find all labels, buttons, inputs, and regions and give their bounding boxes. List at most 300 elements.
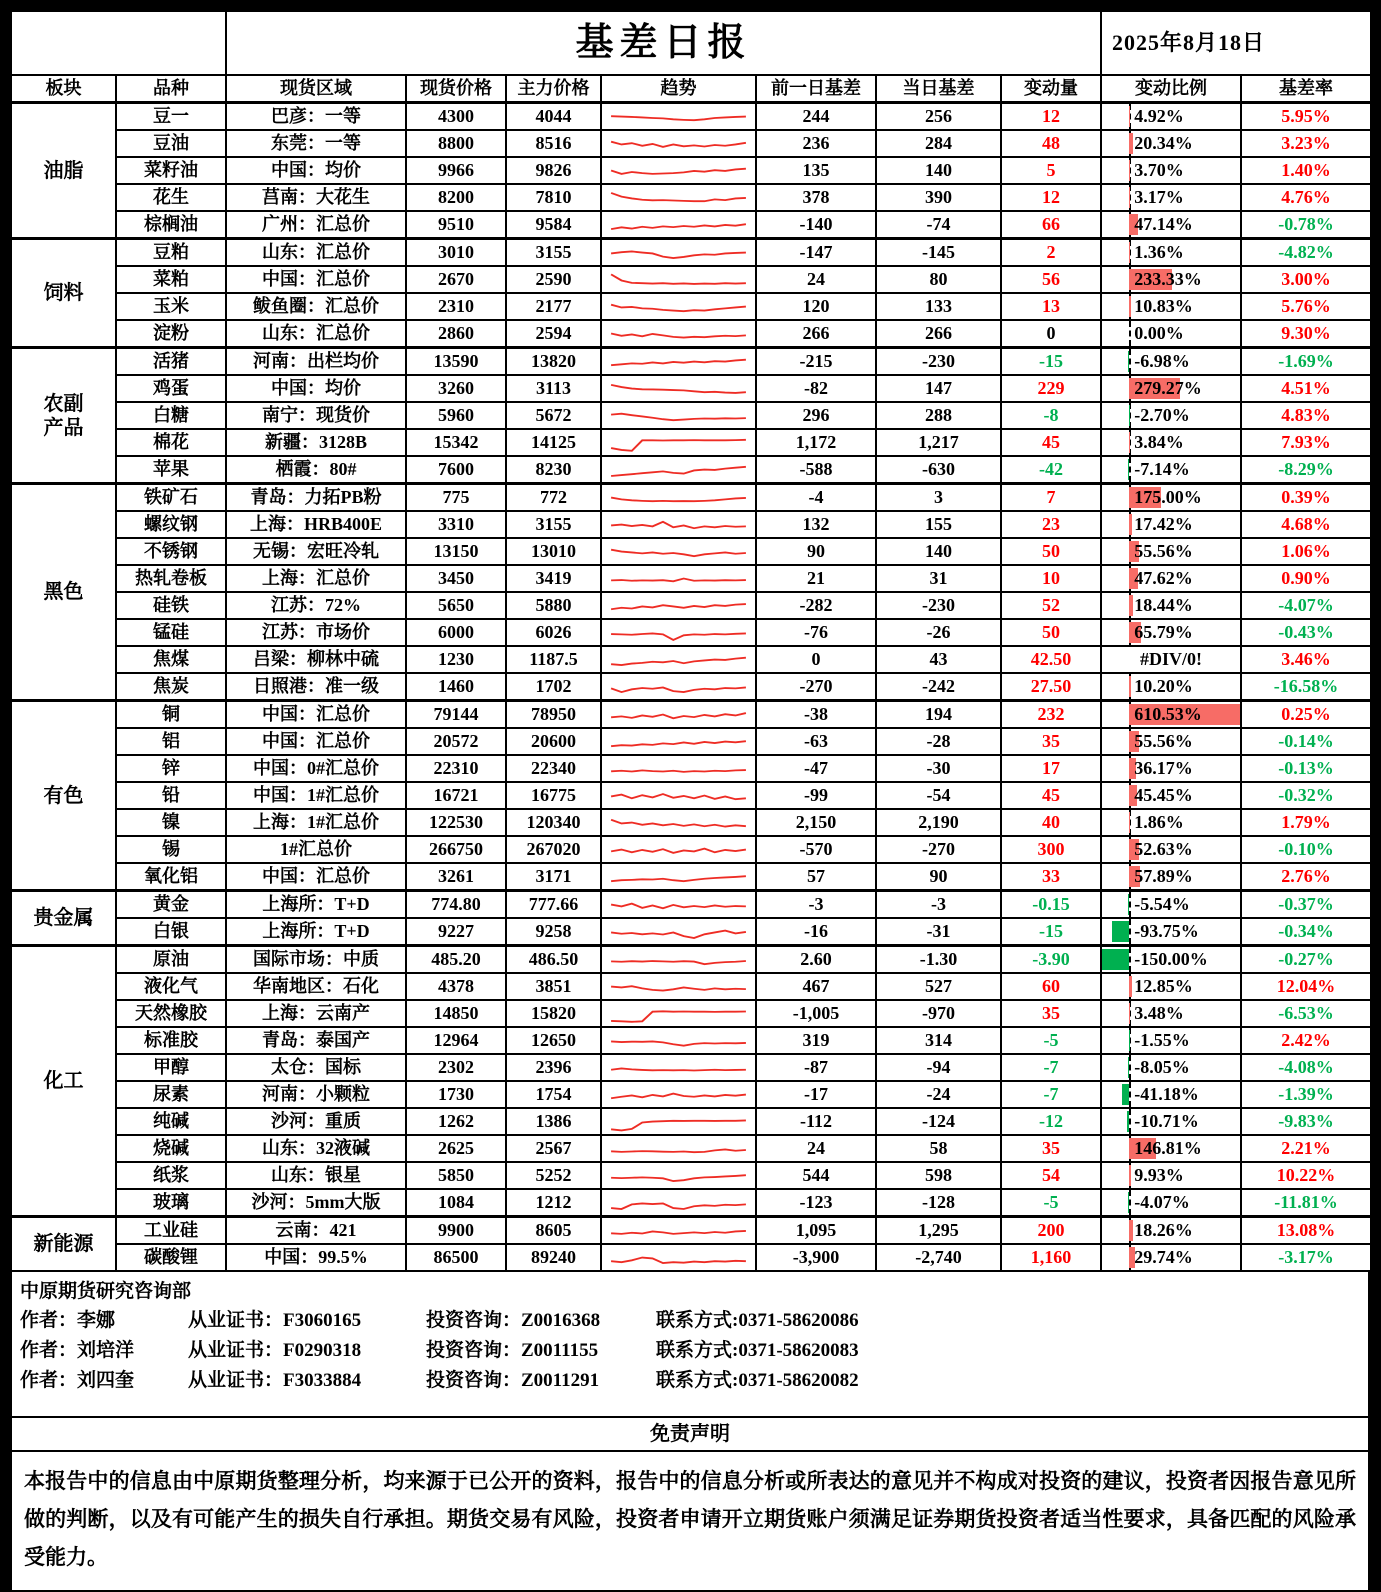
ratio-text: 12.85% xyxy=(1134,974,1193,999)
region-cell: 江苏：72% xyxy=(226,592,406,619)
main-price-cell: 1212 xyxy=(506,1189,601,1217)
change-ratio-cell xyxy=(1101,348,1241,376)
ratio-text: 65.79% xyxy=(1134,620,1193,645)
change-cell: 232 xyxy=(1001,701,1101,729)
column-header: 趋势 xyxy=(601,75,756,103)
change-ratio-cell xyxy=(1101,293,1241,320)
sector-cell: 有色 xyxy=(11,701,116,891)
sparkline-chart xyxy=(607,132,750,156)
databar-wrap xyxy=(1102,104,1240,129)
day-basis-cell: -970 xyxy=(876,1000,1001,1027)
ratio-text: 10.83% xyxy=(1134,294,1193,319)
day-basis-cell: 3 xyxy=(876,484,1001,512)
trend-cell xyxy=(601,592,756,619)
table-row xyxy=(11,1000,1371,1027)
basis-rate-cell: 4.76% xyxy=(1241,184,1371,211)
variety-cell: 铝 xyxy=(116,728,226,755)
sparkline-chart xyxy=(607,838,750,862)
prev-basis-cell: 135 xyxy=(756,157,876,184)
databar-axis xyxy=(1129,1109,1131,1134)
variety-cell: 活猪 xyxy=(116,348,226,376)
trend-cell xyxy=(601,1162,756,1189)
spot-price-cell: 13590 xyxy=(406,348,506,376)
report-date: 2025年8月18日 xyxy=(1101,11,1371,75)
prev-basis-cell: -87 xyxy=(756,1054,876,1081)
sparkline-chart xyxy=(607,268,750,292)
databar-wrap xyxy=(1102,430,1240,455)
sparkline-chart xyxy=(607,486,750,510)
main-price-cell: 3851 xyxy=(506,973,601,1000)
trend-cell xyxy=(601,619,756,646)
variety-cell: 螺纹钢 xyxy=(116,511,226,538)
variety-cell: 焦炭 xyxy=(116,673,226,701)
prev-basis-cell: -270 xyxy=(756,673,876,701)
change-cell: 35 xyxy=(1001,728,1101,755)
sparkline-chart xyxy=(607,1083,750,1107)
spot-price-cell: 3310 xyxy=(406,511,506,538)
region-cell: 东莞：一等 xyxy=(226,130,406,157)
change-cell: 42.50 xyxy=(1001,646,1101,673)
change-cell: -5 xyxy=(1001,1027,1101,1054)
databar-axis xyxy=(1129,457,1131,482)
trend-cell xyxy=(601,755,756,782)
sparkline-chart xyxy=(607,159,750,183)
prev-basis-cell: 296 xyxy=(756,402,876,429)
region-cell: 中国：汇总价 xyxy=(226,701,406,729)
sparkline-chart xyxy=(607,431,750,455)
prev-basis-cell: 132 xyxy=(756,511,876,538)
table-row xyxy=(11,456,1371,484)
main-price-cell: 5880 xyxy=(506,592,601,619)
main-price-cell: 22340 xyxy=(506,755,601,782)
databar-wrap xyxy=(1102,702,1240,727)
databar-negative xyxy=(1128,1057,1129,1078)
main-price-cell: 4044 xyxy=(506,103,601,131)
variety-cell: 淀粉 xyxy=(116,320,226,348)
ratio-error-text: #DIV/0! xyxy=(1140,649,1202,669)
table-row xyxy=(11,1189,1371,1217)
change-ratio-cell xyxy=(1101,484,1241,512)
table-row xyxy=(11,130,1371,157)
sparkline-chart xyxy=(607,784,750,808)
change-cell: 23 xyxy=(1001,511,1101,538)
change-cell: 45 xyxy=(1001,782,1101,809)
ratio-text: -8.05% xyxy=(1134,1055,1190,1080)
prev-basis-cell: 319 xyxy=(756,1027,876,1054)
basis-rate-cell: 1.79% xyxy=(1241,809,1371,836)
variety-cell: 锰硅 xyxy=(116,619,226,646)
day-basis-cell: 133 xyxy=(876,293,1001,320)
databar-positive xyxy=(1129,595,1132,616)
change-ratio-cell xyxy=(1101,266,1241,293)
author-contact: 联系方式:0371-58620086 xyxy=(656,1306,859,1336)
prev-basis-cell: 57 xyxy=(756,863,876,891)
main-price-cell: 8230 xyxy=(506,456,601,484)
region-cell: 中国：汇总价 xyxy=(226,728,406,755)
variety-cell: 镍 xyxy=(116,809,226,836)
change-ratio-cell xyxy=(1101,918,1241,946)
basis-rate-cell: 0.39% xyxy=(1241,484,1371,512)
variety-cell: 天然橡胶 xyxy=(116,1000,226,1027)
spot-price-cell: 2625 xyxy=(406,1135,506,1162)
authors-block xyxy=(20,1306,1368,1396)
sparkline-chart xyxy=(607,621,750,645)
main-price-cell: 1754 xyxy=(506,1081,601,1108)
main-price-cell: 2396 xyxy=(506,1054,601,1081)
variety-cell: 花生 xyxy=(116,184,226,211)
day-basis-cell: 58 xyxy=(876,1135,1001,1162)
region-cell: 中国：1#汇总价 xyxy=(226,782,406,809)
variety-cell: 烧碱 xyxy=(116,1135,226,1162)
table-row xyxy=(11,348,1371,376)
trend-cell xyxy=(601,1217,756,1245)
spot-price-cell: 2860 xyxy=(406,320,506,348)
prev-basis-cell: -47 xyxy=(756,755,876,782)
report-sheet xyxy=(10,10,1370,1592)
change-ratio-cell xyxy=(1101,592,1241,619)
trend-cell xyxy=(601,1244,756,1271)
basis-rate-cell: -0.32% xyxy=(1241,782,1371,809)
databar-wrap xyxy=(1102,1001,1240,1026)
prev-basis-cell: 244 xyxy=(756,103,876,131)
sparkline-chart xyxy=(607,1002,750,1026)
day-basis-cell: -26 xyxy=(876,619,1001,646)
trend-cell xyxy=(601,184,756,211)
day-basis-cell: -28 xyxy=(876,728,1001,755)
main-price-cell: 3171 xyxy=(506,863,601,891)
title-row xyxy=(11,11,1371,75)
change-cell: -42 xyxy=(1001,456,1101,484)
day-basis-cell: -74 xyxy=(876,211,1001,239)
sparkline-chart xyxy=(607,703,750,727)
spot-price-cell: 122530 xyxy=(406,809,506,836)
table-row xyxy=(11,565,1371,592)
region-cell: 吕梁：柳林中硫 xyxy=(226,646,406,673)
prev-basis-cell: 24 xyxy=(756,1135,876,1162)
databar-wrap xyxy=(1102,403,1240,428)
change-cell: 52 xyxy=(1001,592,1101,619)
trend-cell xyxy=(601,157,756,184)
variety-cell: 甲醇 xyxy=(116,1054,226,1081)
basis-rate-cell: -4.08% xyxy=(1241,1054,1371,1081)
sparkline-chart xyxy=(607,404,750,428)
day-basis-cell: 147 xyxy=(876,375,1001,402)
change-ratio-cell xyxy=(1101,619,1241,646)
change-cell: 0 xyxy=(1001,320,1101,348)
table-row xyxy=(11,782,1371,809)
change-ratio-cell xyxy=(1101,836,1241,863)
region-cell: 莒南：大花生 xyxy=(226,184,406,211)
main-price-cell: 20600 xyxy=(506,728,601,755)
region-cell: 沙河：5mm大版 xyxy=(226,1189,406,1217)
trend-cell xyxy=(601,511,756,538)
variety-cell: 白糖 xyxy=(116,402,226,429)
change-ratio-cell xyxy=(1101,1244,1241,1271)
prev-basis-cell: -99 xyxy=(756,782,876,809)
day-basis-cell: -242 xyxy=(876,673,1001,701)
spot-price-cell: 5960 xyxy=(406,402,506,429)
change-cell: -15 xyxy=(1001,348,1101,376)
change-ratio-cell xyxy=(1101,402,1241,429)
basis-table xyxy=(10,10,1372,1272)
change-ratio-cell xyxy=(1101,239,1241,267)
main-price-cell: 9258 xyxy=(506,918,601,946)
region-cell: 上海：云南产 xyxy=(226,1000,406,1027)
prev-basis-cell: 236 xyxy=(756,130,876,157)
change-cell: 54 xyxy=(1001,1162,1101,1189)
change-ratio-cell xyxy=(1101,673,1241,701)
ratio-text: -4.07% xyxy=(1134,1190,1190,1215)
prev-basis-cell: 266 xyxy=(756,320,876,348)
spot-price-cell: 485.20 xyxy=(406,946,506,974)
trend-cell xyxy=(601,946,756,974)
databar-wrap xyxy=(1102,321,1240,346)
spot-price-cell: 3260 xyxy=(406,375,506,402)
region-cell: 江苏：市场价 xyxy=(226,619,406,646)
change-ratio-cell xyxy=(1101,755,1241,782)
basis-rate-cell: 4.51% xyxy=(1241,375,1371,402)
day-basis-cell: -2,740 xyxy=(876,1244,1001,1271)
ratio-text: 29.74% xyxy=(1134,1245,1193,1270)
day-basis-cell: 43 xyxy=(876,646,1001,673)
sparkline-chart xyxy=(607,1246,750,1270)
main-price-cell: 267020 xyxy=(506,836,601,863)
table-row xyxy=(11,239,1371,267)
spot-price-cell: 9900 xyxy=(406,1217,506,1245)
main-price-cell: 14125 xyxy=(506,429,601,456)
table-row xyxy=(11,1162,1371,1189)
region-cell: 广州：汇总价 xyxy=(226,211,406,239)
region-cell: 无锡：宏旺冷轧 xyxy=(226,538,406,565)
day-basis-cell: 1,217 xyxy=(876,429,1001,456)
change-cell: -8 xyxy=(1001,402,1101,429)
databar-wrap xyxy=(1102,729,1240,754)
region-cell: 河南：出栏均价 xyxy=(226,348,406,376)
ratio-text: 4.92% xyxy=(1134,104,1184,129)
table-row xyxy=(11,157,1371,184)
ratio-text: 279.27% xyxy=(1134,376,1202,401)
sparkline-chart xyxy=(607,186,750,210)
databar-axis xyxy=(1129,947,1131,972)
table-row xyxy=(11,1217,1371,1245)
change-ratio-cell xyxy=(1101,1135,1241,1162)
ratio-text: 610.53% xyxy=(1134,702,1202,727)
main-price-cell: 3155 xyxy=(506,239,601,267)
change-ratio-cell xyxy=(1101,320,1241,348)
databar-axis xyxy=(1129,892,1131,917)
ratio-text: 18.44% xyxy=(1134,593,1193,618)
basis-rate-cell: 2.21% xyxy=(1241,1135,1371,1162)
sparkline-chart xyxy=(607,1110,750,1134)
trend-cell xyxy=(601,266,756,293)
day-basis-cell: 527 xyxy=(876,973,1001,1000)
main-price-cell: 120340 xyxy=(506,809,601,836)
variety-cell: 原油 xyxy=(116,946,226,974)
column-header: 主力价格 xyxy=(506,75,601,103)
main-price-cell: 8605 xyxy=(506,1217,601,1245)
change-ratio-cell xyxy=(1101,1027,1241,1054)
spot-price-cell: 4300 xyxy=(406,103,506,131)
basis-rate-cell: -6.53% xyxy=(1241,1000,1371,1027)
basis-rate-cell: -0.78% xyxy=(1241,211,1371,239)
author-advisor: 投资咨询：Z0011291 xyxy=(426,1366,656,1396)
day-basis-cell: -54 xyxy=(876,782,1001,809)
main-price-cell: 3419 xyxy=(506,565,601,592)
prev-basis-cell: -82 xyxy=(756,375,876,402)
department-name: 中原期货研究咨询部 xyxy=(20,1278,1368,1306)
spot-price-cell: 16721 xyxy=(406,782,506,809)
sparkline-chart xyxy=(607,350,750,374)
ratio-text: 3.48% xyxy=(1134,1001,1184,1026)
variety-cell: 豆一 xyxy=(116,103,226,131)
spot-price-cell: 9966 xyxy=(406,157,506,184)
prev-basis-cell: -17 xyxy=(756,1081,876,1108)
region-cell: 1#汇总价 xyxy=(226,836,406,863)
sparkline-chart xyxy=(607,241,750,265)
variety-cell: 标准胶 xyxy=(116,1027,226,1054)
spot-price-cell: 14850 xyxy=(406,1000,506,1027)
change-ratio-cell xyxy=(1101,1189,1241,1217)
ratio-text: 1.36% xyxy=(1134,240,1184,265)
trend-cell xyxy=(601,673,756,701)
main-price-cell: 13820 xyxy=(506,348,601,376)
basis-rate-cell: 2.42% xyxy=(1241,1027,1371,1054)
change-cell: -7 xyxy=(1001,1054,1101,1081)
ratio-text: 233.33% xyxy=(1134,267,1202,292)
region-cell: 华南地区：石化 xyxy=(226,973,406,1000)
column-header: 板块 xyxy=(11,75,116,103)
prev-basis-cell: -215 xyxy=(756,348,876,376)
databar-negative xyxy=(1128,1192,1129,1213)
prev-basis-cell: 544 xyxy=(756,1162,876,1189)
change-ratio-cell xyxy=(1101,130,1241,157)
ratio-text: 9.93% xyxy=(1134,1163,1184,1188)
sector-cell: 饲料 xyxy=(11,239,116,348)
spot-price-cell: 22310 xyxy=(406,755,506,782)
table-row xyxy=(11,1108,1371,1135)
trend-cell xyxy=(601,891,756,919)
day-basis-cell: 140 xyxy=(876,538,1001,565)
author-contact: 联系方式:0371-58620082 xyxy=(656,1366,859,1396)
table-row xyxy=(11,755,1371,782)
variety-cell: 工业硅 xyxy=(116,1217,226,1245)
day-basis-cell: 288 xyxy=(876,402,1001,429)
report-title: 基差日报 xyxy=(226,11,1101,75)
databar-wrap xyxy=(1102,1082,1240,1107)
databar-negative xyxy=(1122,1084,1129,1105)
change-ratio-cell xyxy=(1101,429,1241,456)
region-cell: 云南：421 xyxy=(226,1217,406,1245)
main-price-cell: 2567 xyxy=(506,1135,601,1162)
databar-positive xyxy=(1129,676,1131,697)
change-cell: -7 xyxy=(1001,1081,1101,1108)
spot-price-cell: 86500 xyxy=(406,1244,506,1271)
prev-basis-cell: -3 xyxy=(756,891,876,919)
prev-basis-cell: -588 xyxy=(756,456,876,484)
databar-negative xyxy=(1112,921,1129,942)
databar-positive xyxy=(1129,160,1130,181)
author-contact: 联系方式:0371-58620083 xyxy=(656,1336,859,1366)
databar-wrap xyxy=(1102,674,1240,699)
change-ratio-cell xyxy=(1101,809,1241,836)
databar-wrap xyxy=(1102,593,1240,618)
databar-wrap xyxy=(1102,1109,1240,1134)
trend-cell xyxy=(601,918,756,946)
sparkline-chart xyxy=(607,920,750,944)
prev-basis-cell: 467 xyxy=(756,973,876,1000)
sparkline-chart xyxy=(607,105,750,129)
day-basis-cell: -124 xyxy=(876,1108,1001,1135)
table-row xyxy=(11,1081,1371,1108)
table-row xyxy=(11,538,1371,565)
table-row xyxy=(11,891,1371,919)
databar-wrap xyxy=(1102,837,1240,862)
day-basis-cell: 390 xyxy=(876,184,1001,211)
change-ratio-cell xyxy=(1101,184,1241,211)
databar-axis xyxy=(1129,349,1131,374)
change-cell: 50 xyxy=(1001,538,1101,565)
change-cell: 50 xyxy=(1001,619,1101,646)
day-basis-cell: 314 xyxy=(876,1027,1001,1054)
sparkline-chart xyxy=(607,648,750,672)
main-price-cell: 78950 xyxy=(506,701,601,729)
databar-wrap xyxy=(1102,158,1240,183)
change-ratio-cell xyxy=(1101,1162,1241,1189)
trend-cell xyxy=(601,646,756,673)
ratio-text: 0.00% xyxy=(1134,321,1184,346)
prev-basis-cell: -140 xyxy=(756,211,876,239)
change-cell: 60 xyxy=(1001,973,1101,1000)
spot-price-cell: 2302 xyxy=(406,1054,506,1081)
ratio-text: 55.56% xyxy=(1134,539,1193,564)
trend-cell xyxy=(601,402,756,429)
ratio-text: -150.00% xyxy=(1134,947,1208,972)
trend-cell xyxy=(601,456,756,484)
ratio-text: 55.56% xyxy=(1134,729,1193,754)
disclaimer-heading: 免责声明 xyxy=(10,1418,1370,1452)
change-ratio-cell xyxy=(1101,701,1241,729)
sparkline-chart xyxy=(607,567,750,591)
sector-cell: 化工 xyxy=(11,946,116,1217)
spot-price-cell: 1262 xyxy=(406,1108,506,1135)
trend-cell xyxy=(601,1189,756,1217)
prev-basis-cell: -282 xyxy=(756,592,876,619)
day-basis-cell: 1,295 xyxy=(876,1217,1001,1245)
basis-rate-cell: 13.08% xyxy=(1241,1217,1371,1245)
databar-negative xyxy=(1102,949,1129,970)
region-cell: 中国：均价 xyxy=(226,157,406,184)
prev-basis-cell: 0 xyxy=(756,646,876,673)
change-ratio-cell xyxy=(1101,211,1241,239)
change-cell: 2 xyxy=(1001,239,1101,267)
day-basis-cell: -24 xyxy=(876,1081,1001,1108)
change-ratio-cell xyxy=(1101,946,1241,974)
variety-cell: 尿素 xyxy=(116,1081,226,1108)
prev-basis-cell: 2.60 xyxy=(756,946,876,974)
prev-basis-cell: -38 xyxy=(756,701,876,729)
prev-basis-cell: -112 xyxy=(756,1108,876,1135)
spot-price-cell: 3261 xyxy=(406,863,506,891)
spot-price-cell: 8200 xyxy=(406,184,506,211)
trend-cell xyxy=(601,863,756,891)
day-basis-cell: 90 xyxy=(876,863,1001,891)
trend-cell xyxy=(601,538,756,565)
databar-axis xyxy=(1129,919,1131,944)
author-name: 作者：李娜 xyxy=(20,1306,188,1336)
table-row xyxy=(11,1135,1371,1162)
databar-negative xyxy=(1128,459,1129,480)
sparkline-chart xyxy=(607,893,750,917)
